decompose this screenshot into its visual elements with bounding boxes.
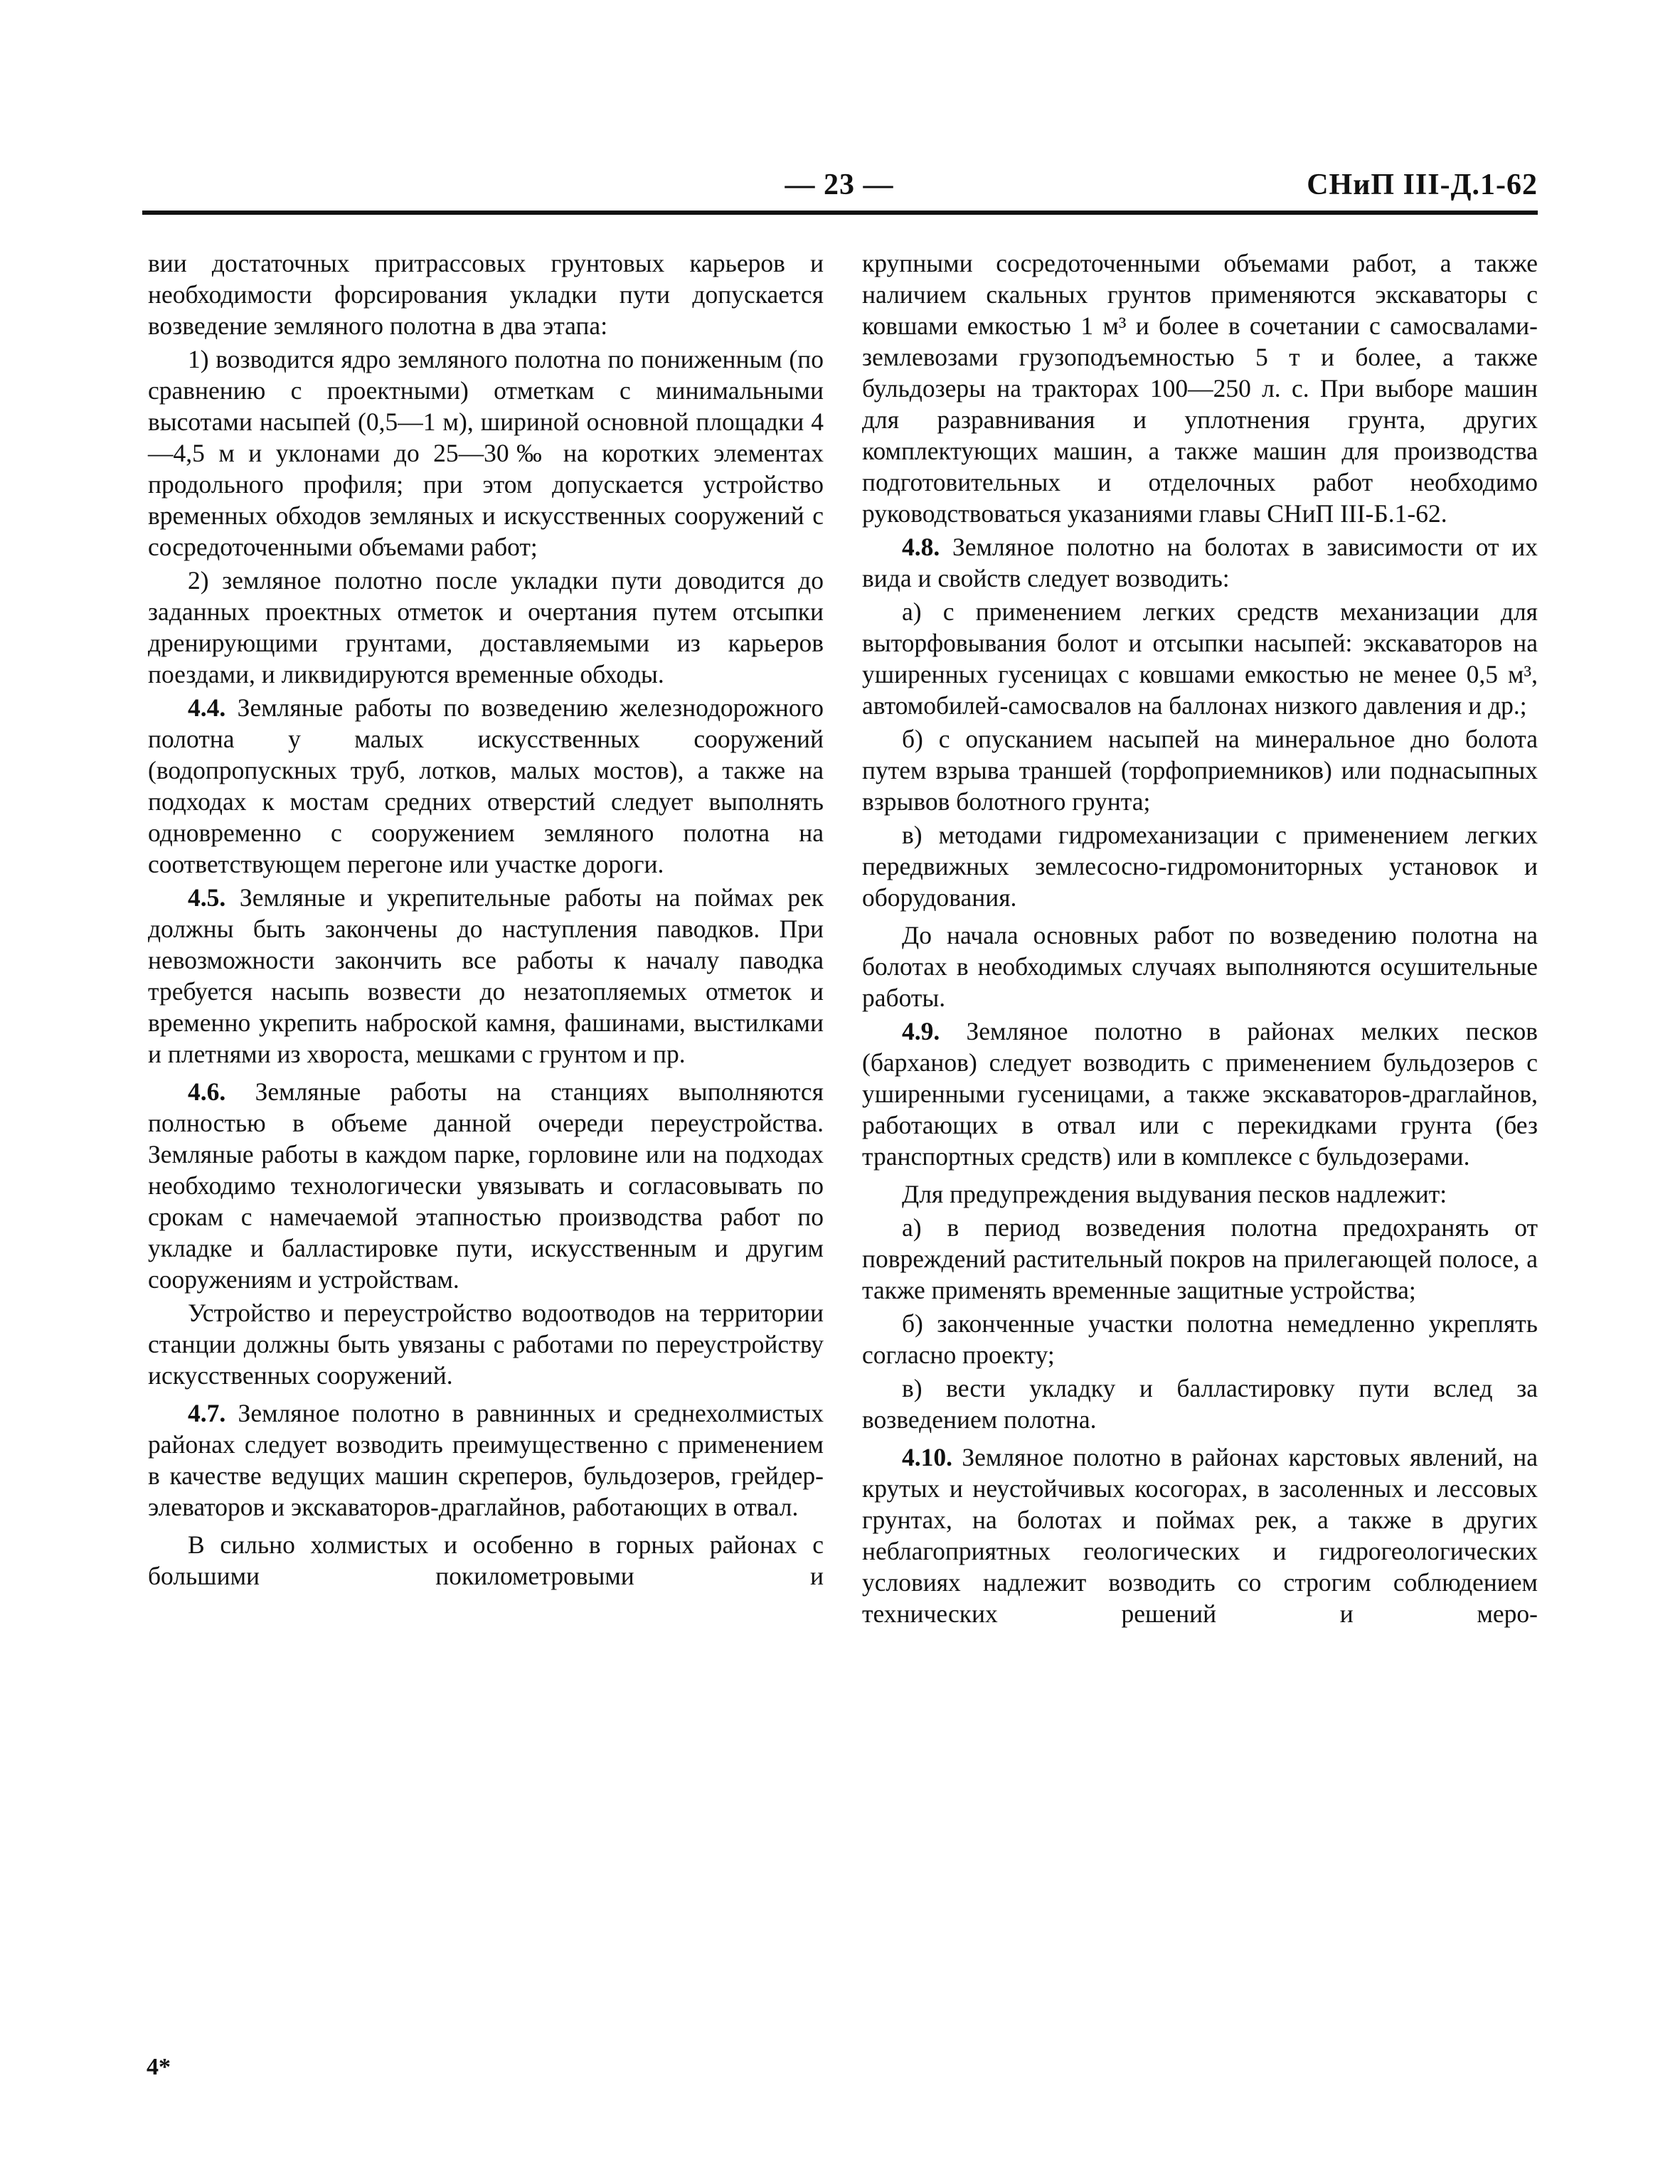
paragraph-hilly-regions	[148, 1529, 824, 1592]
paragraph-stage-2	[148, 565, 824, 690]
paragraph-text: В сильно холмистых и особенно в горных районах с большими покилометровыми и	[148, 1530, 824, 1590]
paragraph-drying-works	[862, 920, 1538, 1013]
paragraph-text: Земляные работы по возведению железнодорожного полотна у малых искусственных сооружений (водопропускных труб, лотков, малых мостов), а также на подходах к мостам средних отверстий следует выполнять одновременно с сооружением земляного полотна на соответствующем перегоне или участке дороги.	[148, 693, 824, 878]
paragraph-text: б) с опусканием насыпей на минеральное дно болота путем взрыва траншей (торфоприемников) или поднасыпных взрывов болотного грунта;	[862, 725, 1538, 816]
clause-number: 4.10.	[902, 1443, 952, 1471]
paragraph-4-5	[148, 882, 824, 1070]
paragraph-sand-protection	[862, 1178, 1538, 1210]
paragraph-4-4	[148, 692, 824, 880]
paragraph-text: а) в период возведения полотна предохранять от повреждений растительный покров на прилегающей полосе, а также применять временные защитные устройства;	[862, 1213, 1538, 1304]
clause-number: 4.6.	[188, 1077, 226, 1106]
paragraph-text: а) с применением легких средств механизации для выторфовывания болот и отсыпки насыпей: экскаваторов на уширенных гусеницах с ковшами емкостью не менее 0,5 м³, автомобилей-самосвалов на баллонах низкого давления и др.;	[862, 597, 1538, 720]
clause-number: 4.8.	[902, 533, 940, 561]
paragraph-4-6	[148, 1076, 824, 1295]
paragraph-4-8-b	[862, 723, 1538, 817]
paragraph-4-8-c	[862, 819, 1538, 913]
signature-mark: 4*	[147, 2054, 171, 2080]
paragraph-4-7	[148, 1397, 824, 1523]
document-code: СНиП III-Д.1-62	[1307, 169, 1538, 201]
clause-number: 4.5.	[188, 883, 226, 912]
paragraph-sand-a	[862, 1212, 1538, 1306]
paragraph-text: Земляные и укрепительные работы на поймах рек должны быть закончены до наступления паводков. При невозможности закончить все работы к началу паводка требуется насыпь возвести до незатопляемых отметок и временно укрепить наброской камня, фашинами, выстилками и плетнями из хвороста, мешками с грунтом и пр.	[148, 883, 824, 1068]
right-column	[862, 247, 1538, 1631]
paragraph-text: До начала основных работ по возведению полотна на болотах в необходимых случаях выполняются осушительные работы.	[862, 921, 1538, 1012]
page-number: — 23 —	[785, 169, 894, 201]
clause-number: 4.7.	[188, 1399, 226, 1427]
paragraph-text: Земляное полотно в равнинных и среднехолмистых районах следует возводить преимущественно с применением в качестве ведущих машин скреперов, бульдозеров, грейдер-элеваторов и экскаваторов-драглайнов, работающих в отвал.	[148, 1399, 824, 1521]
paragraph-sand-c	[862, 1373, 1538, 1435]
paragraph-text: крупными сосредоточенными объемами работ, а также наличием скальных грунтов применяются экскаваторы с ковшами емкостью 1 м³ и более в сочетании с самосвалами-землевозами грузоподъемностью 5 т и более, а также бульдозеры на тракторах 100—250 л. с. При выборе машин для разравнивания и уплотнения грунта, других комплектующих машин, а также машин для производства подготовительных и отделочных работ необходимо руководствоваться указаниями главы СНиП III-Б.1-62.	[862, 249, 1538, 528]
paragraph-text: 2) земляное полотно после укладки пути доводится до заданных проектных отметок и очертания путем отсыпки дренирующими грунтами, доставляемыми из карьеров поездами, и ликвидируются временные обходы.	[148, 566, 824, 688]
paragraph-text: вии достаточных притрассовых грунтовых карьеров и необходимости форсирования укладки пути допускается возведение земляного полотна в два этапа:	[148, 249, 824, 340]
paragraph-intro-continuation	[148, 247, 824, 341]
paragraph-text: Земляное полотно в районах мелких песков (барханов) следует возводить с применением бульдозеров с уширенными гусеницами, а также экскаваторов-драглайнов, работающих в отвал или с перекидками грунта (без транспортных средств) или в комплексе с бульдозерами.	[862, 1017, 1538, 1171]
clause-number: 4.4.	[188, 693, 226, 722]
paragraph-text: в) методами гидромеханизации с применением легких передвижных землесосно-гидромониторных установок и оборудования.	[862, 821, 1538, 912]
paragraph-drainage	[148, 1297, 824, 1391]
paragraph-text: Земляное полотно в районах карстовых явлений, на крутых и неустойчивых косогорах, в засоленных и лессовых грунтах, на болотах и поймах рек, а также в других неблагоприятных геологических и гидрогеологических условиях надлежит возводить со строгим соблюдением технических решений и меро-	[862, 1443, 1538, 1628]
paragraph-4-9	[862, 1016, 1538, 1172]
paragraph-sand-b	[862, 1308, 1538, 1370]
paragraph-4-8	[862, 531, 1538, 594]
paragraph-4-10	[862, 1442, 1538, 1629]
paragraph-text: в) вести укладку и балластировку пути вслед за возведением полотна.	[862, 1374, 1538, 1434]
clause-number: 4.9.	[902, 1017, 940, 1045]
paragraph-4-8-a	[862, 596, 1538, 721]
paragraph-text: Земляное полотно на болотах в зависимости от их вида и свойств следует возводить:	[862, 533, 1538, 592]
left-column	[148, 247, 824, 1594]
header-rule	[142, 211, 1538, 215]
paragraph-text: Для предупреждения выдувания песков надлежит:	[902, 1180, 1447, 1208]
paragraph-text: 1) возводится ядро земляного полотна по пониженным (по сравнению с проектными) отметкам с минимальными высотами насыпей (0,5—1 м), шириной основной площадки 4—4,5 м и уклонами до 25—30‰ на коротких элементах продольного профиля; при этом допускается устройство временных обходов земляных и искусственных сооружений с сосредоточенными объемами работ;	[148, 345, 824, 561]
paragraph-continuation	[862, 247, 1538, 529]
paragraph-text: Устройство и переустройство водоотводов на территории станции должны быть увязаны с работами по переустройству искусственных сооружений.	[148, 1299, 824, 1390]
paragraph-stage-1	[148, 343, 824, 563]
paragraph-text: б) законченные участки полотна немедленно укреплять согласно проекту;	[862, 1309, 1538, 1369]
paragraph-text: Земляные работы на станциях выполняются полностью в объеме данной очереди переустройства. Земляные работы в каждом парке, горловине или на подходах необходимо технологически увязывать и согласовывать по срокам с намечаемой этапностью производства работ по укладке и балластировке пути, искусственным и другим сооружениям и устройствам.	[148, 1077, 824, 1294]
